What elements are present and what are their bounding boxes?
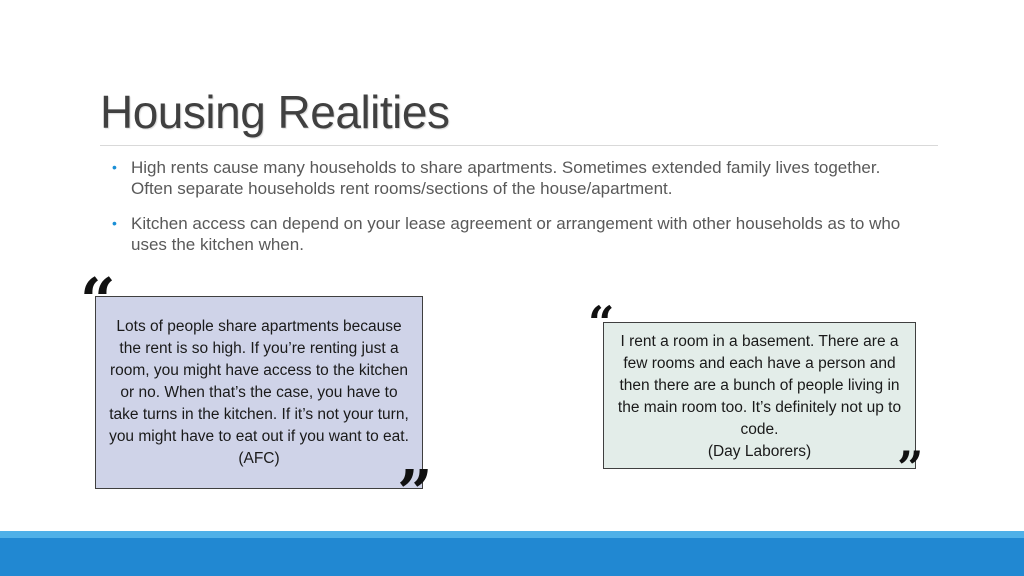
bullet-text: Kitchen access can depend on your lease agreement or arrangement with other households as to who uses the kitchen when. <box>131 214 901 254</box>
title-divider <box>100 145 938 146</box>
slide-title: Housing Realities <box>100 86 450 138</box>
close-quote-icon: ” <box>897 441 924 495</box>
bullet-icon: • <box>112 159 117 175</box>
quote-box-afc: Lots of people share apartments because the rent is so high. If you’re renting just a room, you might have access to the kitchen or no. When that’s the case, you have to take turns in the kitchen. If it’s not your turn, you might have to eat out if you want to eat. (AFC) <box>95 296 423 489</box>
bullet-item <box>112 213 912 255</box>
open-quote-icon: “ <box>588 296 615 350</box>
footer-bar-accent <box>0 531 1024 538</box>
bullet-item <box>112 157 912 199</box>
close-quote-icon: ” <box>397 456 433 529</box>
bullet-list <box>112 157 912 269</box>
open-quote-icon: “ <box>80 264 116 337</box>
bullet-icon: • <box>112 215 117 231</box>
bullet-text: High rents cause many households to share apartments. Sometimes extended family lives together. Often separate households rent rooms/sections of the house/apartment. <box>131 158 881 198</box>
quote-box-day-laborers: I rent a room in a basement. There are a few rooms and each have a person and then there are a bunch of people living in the main room too. It’s definitely not up to code. (Day Laborers) <box>603 322 916 469</box>
footer-bar <box>0 531 1024 576</box>
